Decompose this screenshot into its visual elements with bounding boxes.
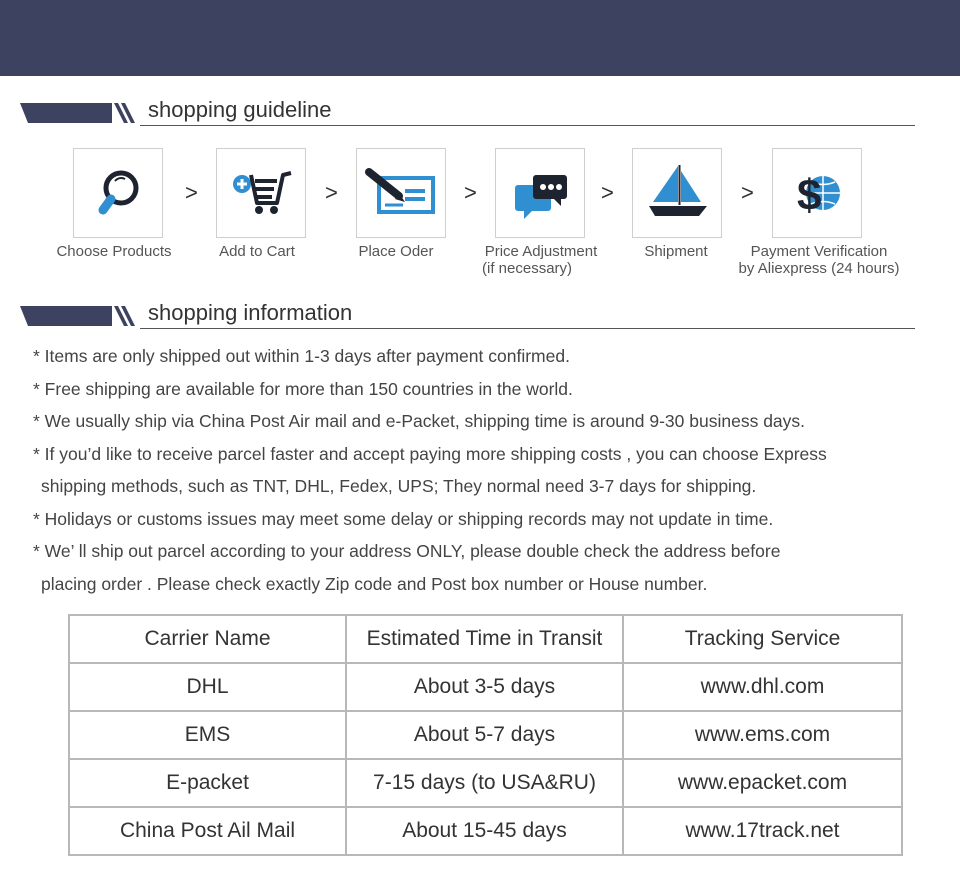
step-label-payment-verification: Payment Verification by Aliexpress (24 hours) (738, 243, 900, 277)
table-row (69, 663, 902, 711)
carrier-table (68, 614, 903, 856)
step-arrow: > (741, 180, 754, 205)
step-label-place-order: Place Oder (358, 243, 434, 260)
tracking-url-cell: www.17track.net (623, 807, 902, 855)
table-header-row (69, 615, 902, 663)
divider (140, 125, 915, 126)
step-add-to-cart (216, 148, 306, 238)
sailboat-icon (633, 149, 721, 237)
step-price-adjustment (495, 148, 585, 238)
magnifier-icon (74, 149, 162, 237)
step-choose-products (73, 148, 163, 238)
shipping-info-list (33, 340, 933, 600)
table-row (69, 711, 902, 759)
step-label-choose-products: Choose Products (56, 243, 172, 260)
carrier-name-cell: E-packet (69, 759, 346, 807)
list-item: * Items are only shipped out within 1-3 days after payment confirmed. (33, 346, 570, 366)
header-stripe-icon (20, 306, 140, 328)
transit-time-cell: About 3-5 days (346, 663, 623, 711)
step-arrow: > (325, 180, 338, 205)
carrier-name-cell: EMS (69, 711, 346, 759)
section-header-guideline (20, 97, 915, 133)
transit-time-cell: About 15-45 days (346, 807, 623, 855)
divider (140, 328, 915, 329)
step-label-add-to-cart: Add to Cart (219, 243, 295, 260)
step-arrow: > (601, 180, 614, 205)
column-header: Tracking Service (623, 615, 902, 663)
cart-icon (217, 149, 305, 237)
list-item: * Holidays or customs issues may meet some delay or shipping records may not update in time. (33, 508, 774, 529)
transit-time-cell: 7-15 days (to USA&RU) (346, 759, 623, 807)
table-row (69, 807, 902, 855)
section-title: shopping information (148, 300, 353, 325)
carrier-name-cell: China Post Ail Mail (69, 807, 346, 855)
list-item: * Free shipping are available for more than 150 countries in the world. (33, 378, 573, 399)
step-label-price-adjustment: Price Adjustment (if necessary) (482, 243, 598, 277)
list-item: * We’ ll ship out parcel according to your address ONLY, please double check the address before placing order . Please check exactly Zip code and Post box number or House number. (33, 541, 781, 594)
list-item: * We usually ship via China Post Air mail and e-Packet, shipping time is around 9-30 business days. (33, 411, 806, 431)
transit-time-cell: About 5-7 days (346, 711, 623, 759)
step-payment-verification (772, 148, 862, 238)
column-header: Carrier Name (69, 615, 346, 663)
dollar-globe-icon (773, 149, 861, 237)
step-arrow: > (185, 180, 198, 205)
svg-text:$: $ (797, 171, 822, 220)
column-header: Estimated Time in Transit (346, 615, 623, 663)
chat-bubbles-icon (496, 149, 584, 237)
pen-card-icon (357, 149, 445, 237)
table-row (69, 759, 902, 807)
header-stripe-icon (20, 103, 140, 125)
tracking-url-cell: www.epacket.com (623, 759, 902, 807)
tracking-url-cell: www.dhl.com (623, 663, 902, 711)
section-header-information (20, 300, 915, 336)
step-shipment (632, 148, 722, 238)
list-item: * If you’d like to receive parcel faster and accept paying more shipping costs , you can choose Express shipping methods, such as TNT, DHL, Fedex, UPS; They normal need 3-7 days for shipping. (33, 443, 827, 496)
section-title: shopping guideline (148, 97, 332, 122)
step-arrow: > (464, 180, 477, 205)
tracking-url-cell: www.ems.com (623, 711, 902, 759)
top-banner (0, 0, 960, 76)
step-place-order (356, 148, 446, 238)
step-label-shipment: Shipment (644, 243, 708, 260)
carrier-name-cell: DHL (69, 663, 346, 711)
